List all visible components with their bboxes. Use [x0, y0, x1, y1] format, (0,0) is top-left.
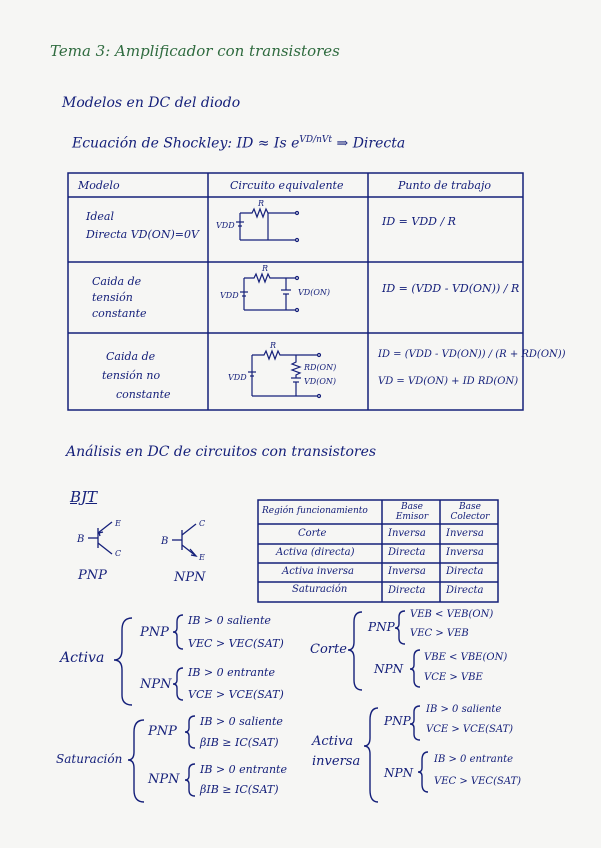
cd-vd-label: VD(ON)	[298, 288, 330, 297]
row1-model-line2: Directa VD(ON)=0V	[86, 228, 199, 241]
activa-pnp-cond2: VEC > VEC(SAT)	[188, 637, 284, 650]
corte-label: Corte	[310, 642, 347, 657]
region-row1-be: Inversa	[388, 528, 426, 539]
pnp-base-label: B	[77, 534, 85, 545]
region-col-region: Región funcionamiento	[262, 506, 368, 516]
pnp-collector-label: C	[115, 549, 122, 558]
region-row1-bc: Inversa	[446, 528, 484, 539]
region-col-bc: Base Colector	[450, 502, 490, 522]
npn-symbol-label: NPN	[174, 570, 206, 585]
corte-pnp-cond2: VEC > VEB	[410, 628, 469, 639]
pnp-emitter-label: E	[115, 519, 121, 528]
diode-col-circuito: Circuito equivalente	[230, 179, 344, 192]
sat-npn-cond1: IB > 0 entrante	[200, 763, 287, 776]
diode-col-modelo: Modelo	[78, 179, 120, 192]
row2-model-line3: constante	[92, 307, 147, 320]
shockley-arrow: ⇒	[336, 135, 349, 152]
region-row3-bc: Directa	[446, 566, 484, 577]
corte-npn-cond2: VCE > VBE	[424, 672, 483, 683]
npn-base-label: B	[161, 536, 169, 547]
page-title: Tema 3: Amplificador con transistores	[50, 42, 340, 60]
sat-pnp-cond1: IB > 0 saliente	[200, 715, 283, 728]
corte-pnp-label: PNP	[368, 620, 395, 634]
activa-pnp-label: PNP	[140, 625, 169, 640]
region-row2-bc: Inversa	[446, 547, 484, 558]
region-row2-name: Activa (directa)	[276, 547, 355, 558]
pnp-symbol-label: PNP	[78, 568, 107, 583]
shockley-formula: ID ≈ Is e	[236, 135, 300, 152]
activa-npn-label: NPN	[140, 677, 172, 692]
row2-model-line1: Caida de	[92, 275, 142, 288]
region-row4-name: Saturación	[292, 584, 348, 595]
activa-pnp-cond1: IB > 0 saliente	[188, 614, 271, 627]
activa-npn-cond1: IB > 0 entrante	[188, 666, 275, 679]
diode-col-punto: Punto de trabajo	[398, 179, 492, 192]
section-heading-transistors: Análisis en DC de circuitos con transistores	[66, 444, 377, 460]
shockley-exponent: VD/nVt	[299, 135, 333, 145]
sat-pnp-label: PNP	[148, 724, 177, 739]
ncd-vd-label: VD(ON)	[304, 377, 336, 386]
row3-model-line2: tensión no	[102, 369, 161, 382]
ai-npn-label: NPN	[384, 766, 414, 780]
section-heading-diode: Modelos en DC del diodo	[62, 95, 241, 111]
corte-pnp-cond1: VEB < VEB(ON)	[410, 609, 494, 620]
shockley-lead: Ecuación de Shockley:	[72, 135, 233, 152]
npn-collector-label: C	[199, 519, 206, 528]
ai-npn-cond1: IB > 0 entrante	[434, 754, 514, 765]
sat-pnp-cond2: βIB ≥ IC(SAT)	[200, 736, 279, 749]
row3-model-line1: Caida de	[106, 350, 156, 363]
npn-emitter-label: E	[199, 553, 205, 562]
ai-pnp-label: PNP	[384, 714, 411, 728]
activa-label: Activa	[60, 650, 105, 666]
activa-inversa-label-2: inversa	[312, 754, 361, 769]
ai-pnp-cond2: VCE > VCE(SAT)	[426, 724, 514, 735]
row2-point: ID = (VDD - VD(ON)) / R	[382, 282, 520, 295]
region-row4-bc: Directa	[446, 585, 484, 596]
sat-npn-label: NPN	[148, 772, 180, 787]
activa-npn-cond2: VCE > VCE(SAT)	[188, 688, 284, 701]
activa-inversa-label-1: Activa	[312, 734, 354, 749]
row3-point-1: ID = (VDD - VD(ON)) / (R + RD(ON))	[378, 349, 566, 360]
row2-model-line2: tensión	[92, 291, 133, 304]
ideal-r-label: R	[258, 199, 265, 208]
ncd-vdd-label: VDD	[228, 373, 247, 382]
ai-pnp-cond1: IB > 0 saliente	[426, 704, 502, 715]
cd-r-label: R	[262, 264, 269, 273]
region-row3-be: Inversa	[388, 566, 426, 577]
sat-npn-cond2: βIB ≥ IC(SAT)	[200, 783, 279, 796]
corte-npn-cond1: VBE < VBE(ON)	[424, 652, 508, 663]
row3-model-line3: constante	[116, 388, 171, 401]
ncd-rd-label: RD(ON)	[304, 363, 337, 372]
ncd-r-label: R	[270, 341, 277, 350]
ideal-vdd-label: VDD	[216, 221, 235, 230]
region-row2-be: Directa	[388, 547, 426, 558]
row1-point: ID = VDD / R	[382, 215, 456, 228]
ai-npn-cond2: VEC > VEC(SAT)	[434, 776, 522, 787]
region-row3-name: Activa inversa	[282, 566, 354, 577]
row3-point-2: VD = VD(ON) + ID RD(ON)	[378, 376, 519, 387]
row1-model-line1: Ideal	[86, 210, 114, 223]
cd-vdd-label: VDD	[220, 291, 239, 300]
region-col-be: Base Emisor	[395, 502, 429, 522]
region-row1-name: Corte	[298, 528, 327, 539]
region-row4-be: Directa	[388, 585, 426, 596]
corte-npn-label: NPN	[374, 662, 404, 676]
bjt-heading: BJT	[70, 488, 98, 506]
saturacion-label: Saturación	[56, 752, 123, 766]
shockley-tail: Directa	[352, 135, 406, 152]
